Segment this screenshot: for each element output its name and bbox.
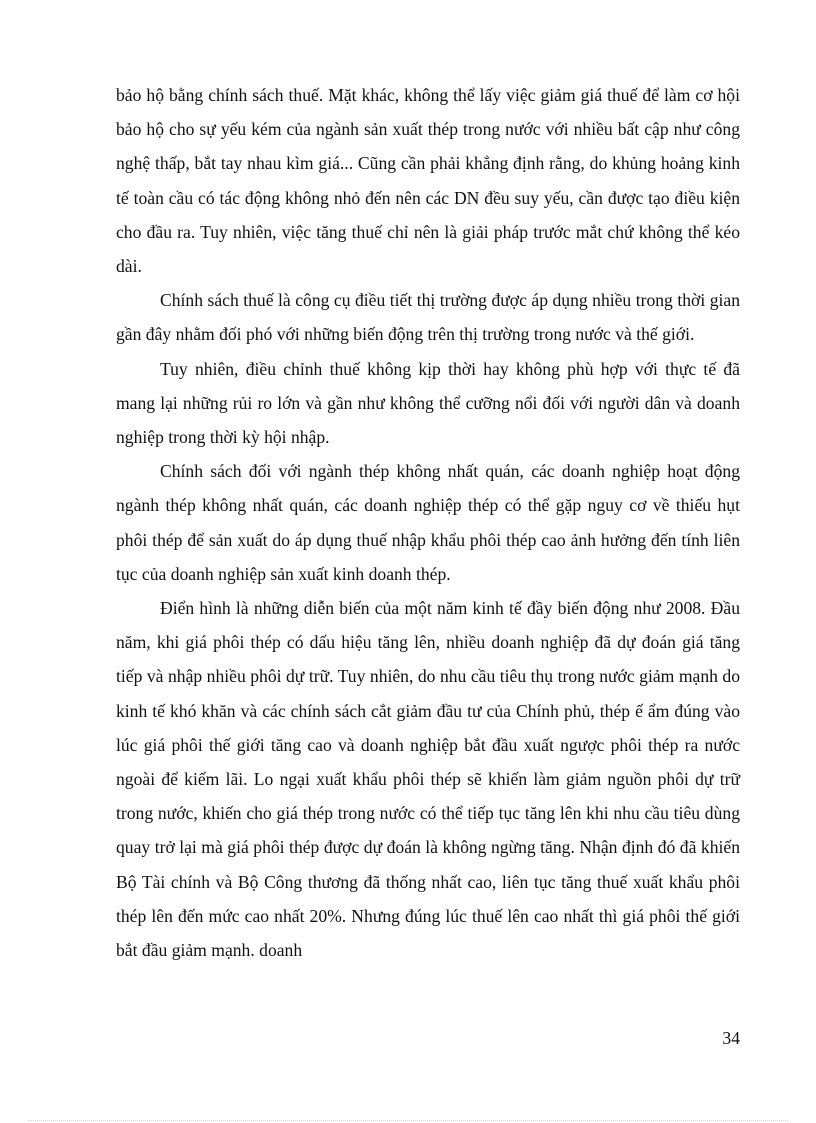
paragraph-2008-example: Điển hình là những diễn biến của một năm kinh tế đầy biến động như 2008. Đầu năm, khi giá phôi thép có dấu hiệu tăng lên, nhiều doanh nghiệp đã dự đoán giá tăng tiếp và nhập nhiều phôi dự trữ. Tuy nhiên, do nhu cầu tiêu thụ trong nước giảm mạnh do kinh tế khó khăn và các chính sách cắt giảm đầu tư của Chính phủ, thép ế ẩm đúng vào lúc giá phôi thế giới tăng cao và doanh nghiệp bắt đầu xuất ngược phôi thép ra nước ngoài để kiếm lãi. Lo ngại xuất khẩu phôi thép sẽ khiến làm giảm nguồn phôi dự trữ trong nước, khiến cho giá thép trong nước có thể tiếp tục tăng lên khi nhu cầu tiêu dùng quay trở lại mà giá phôi thép được dự đoán là không ngừng tăng. Nhận định đó đã khiến Bộ Tài chính và Bộ Công thương đã thống nhất cao, liên tục tăng thuế xuất khẩu phôi thép lên đến mức cao nhất 20%. Nhưng đúng lúc thuế lên cao nhất thì giá phôi thế giới bắt đầu giảm mạnh. doanh xyxy=(116,598,740,961)
page-bottom-border xyxy=(28,1120,788,1121)
paragraph-continuation: bảo hộ bằng chính sách thuế. Mặt khác, không thể lấy việc giảm giá thuế để làm cơ hội bảo hộ cho sự yếu kém của ngành sản xuất thép trong nước với nhiều bất cập như công nghệ thấp, bắt tay nhau kìm giá... Cũng cần phải khẳng định rằng, do khủng hoảng kinh tế toàn cầu có tác động không nhỏ đến nên các DN đều suy yếu, cần được tạo điều kiện cho đầu ra. Tuy nhiên, việc tăng thuế chỉ nên là giải pháp trước mắt chứ không thể kéo dài. xyxy=(116,85,740,277)
paragraph-tax-policy: Chính sách thuế là công cụ điều tiết thị trường được áp dụng nhiều trong thời gian gần đây nhằm đối phó với những biến động trên thị trường trong nước và thế giới. xyxy=(116,290,740,345)
document-body xyxy=(116,78,740,967)
page-number: 34 xyxy=(722,1028,740,1048)
paragraph-tax-adjustment: Tuy nhiên, điều chỉnh thuế không kịp thời hay không phù hợp với thực tế đã mang lại những rủi ro lớn và gần như không thể cưỡng nổi đối với người dân và doanh nghiệp trong thời kỳ hội nhập. xyxy=(116,358,740,448)
paragraph-steel-policy: Chính sách đối với ngành thép không nhất quán, các doanh nghiệp hoạt động ngành thép không nhất quán, các doanh nghiệp thép có thể gặp nguy cơ về thiếu hụt phôi thép để sản xuất do áp dụng thuế nhập khẩu phôi thép cao ảnh hưởng đến tính liên tục của doanh nghiệp sản xuất kinh doanh thép. xyxy=(116,461,740,584)
